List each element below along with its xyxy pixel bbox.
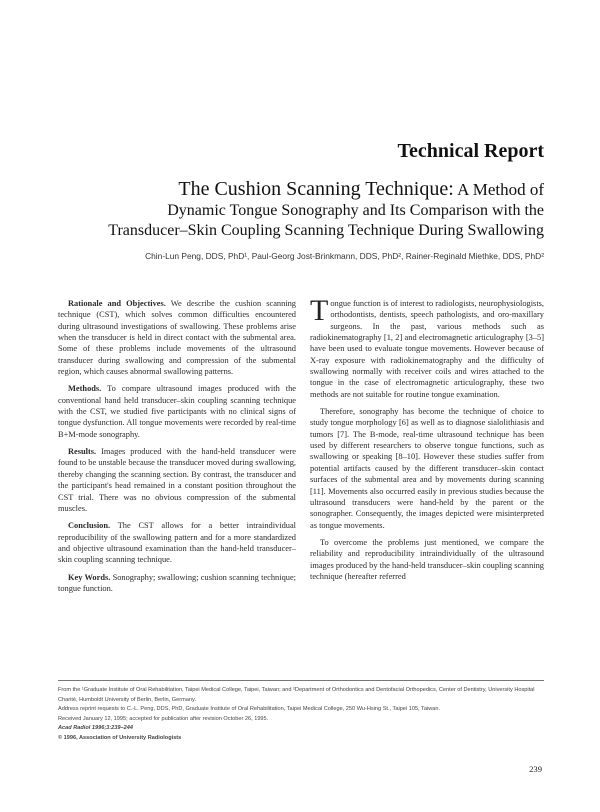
results-text: Images produced with the hand-held transducer were found to be unstable because the transducer moved during swallowing, thereby changing the scanning section. By contrast, the transducer and the participant's head remained in a constant position throughout the CST trial. There was no obvious compression of the submental muscles. <box>58 447 296 513</box>
rationale-text: We describe the cushion scanning technique (CST), which solves common difficulties encountered during ultrasound investigations of swallowing. These problems arise when the transducer is held in direct contact with the submental area. Some of these problems include movements of the ultrasound transducer during swallowing and compression of the submental region, which causes abnormal swallowing patterns. <box>58 299 296 377</box>
abstract <box>58 298 296 600</box>
keywords-text: Sonography; swallowing; cushion scanning technique; tongue function. <box>58 572 296 593</box>
section-label: Technical Report <box>397 140 544 162</box>
abstract-rationale <box>58 298 296 377</box>
results-label: Results. <box>68 447 97 457</box>
conclusion-label: Conclusion. <box>68 521 111 531</box>
body-paragraph-2: Therefore, sonography has become the technique of choice to study tongue morphology [6] as well as to diagnose sialolithiasis and tumors [7]. The B-mode, real-time ultrasound technique has been used by different researchers to observe tongue functions, such as swallowing or speaking [8–10]. However these studies suffer from potential artifacts caused by the different transducer–skin contact surfaces of the submental area and by movements during scanning [11]. Movements also occurred easily in previous studies because the ultrasound transducers were hand-held by the parent or the sonographer. Consequently, the images depicted were misinterpreted as tongue movements. <box>310 407 544 530</box>
body-paragraph-3: To overcome the problems just mentioned, we compare the reliability and reproducibility intraindividually of the ultrasound images produced by the hand-held transducer–skin coupling scanning technique (hereafter referred <box>310 537 544 581</box>
body-paragraph-1 <box>310 294 544 400</box>
title-subtitle-start: A Method of <box>453 180 544 199</box>
footnote-divider <box>58 680 544 681</box>
abstract-results <box>58 446 296 514</box>
abstract-keywords <box>58 572 296 595</box>
rationale-label: Rationale and Objectives. <box>68 299 166 308</box>
methods-label: Methods. <box>68 384 102 394</box>
copyright: © 1996, Association of University Radiologists <box>58 734 182 741</box>
body-paragraph-1-text: ongue function is of interest to radiologists, neurophysiologists, orthodontists, dentists, speech pathologists, and oro-maxillary surgeons. In the past, various methods such as radiokinematography [1, 2] and electromagnetic articulography [3–5] have been used to evaluate tongue movements. However because of X-ray exposure with radiokinematography and the difficulty of swallowing normally with receiver coils and wires attached to the tongue in the case of electromagnetic articulography, these two methods are not suitable for routine tongue examination. <box>310 299 544 399</box>
title-line-2: Dynamic Tongue Sonography and Its Comparison with the <box>167 202 544 219</box>
footnote-address: Address reprint requests to C.-L. Peng, DDS, PhD, Graduate Institute of Oral Rehabilitation, Taipei Medical College, 250 Wu-Hsing St., Taipei 105, Taiwan. <box>58 706 441 712</box>
author-list: Chin-Lun Peng, DDS, PhD¹, Paul-Georg Jost-Brinkmann, DDS, PhD², Rainer-Reginald Miethke, DDS, PhD² <box>145 251 544 261</box>
methods-text: To compare ultrasound images produced with the conventional hand held transducer–skin coupling scanning technique with the CST, we studied five participants with no clinical signs of tongue dysfunction. All tongue movements were recorded by real-time B+M-mode sonography. <box>58 384 296 439</box>
keywords-label: Key Words. <box>68 572 111 582</box>
drop-cap: T <box>310 294 329 327</box>
abstract-methods <box>58 383 296 440</box>
journal-citation: Acad Radiol 1996;3:239–244 <box>58 725 133 731</box>
title-line-3: Transducer–Skin Coupling Scanning Technique During Swallowing <box>108 222 544 239</box>
conclusion-text: The CST allows for a better intraindividual reproducibility of the swallowing pattern and for a more standardized and objective ultrasound examination than the hand-held transducer–skin coupling scanning technique. <box>58 521 296 565</box>
footnote-affiliations: From the ¹Graduate Institute of Oral Rehabilitation, Taipei Medical College, Taipei, Taiwan; and ²Department of Orthodontics and Dentofacial Orthopedics, Center of Dentistry, University Hospital Charité, Humboldt University of Berlin, Berlin, Germany. <box>58 687 535 703</box>
body-text <box>310 294 544 588</box>
footnotes <box>58 686 544 743</box>
abstract-conclusion <box>58 520 296 565</box>
footnote-received: Received January 12, 1995; accepted for publication after revision October 26, 1995. <box>58 715 269 722</box>
page-number: 239 <box>529 764 542 774</box>
article-title <box>0 178 544 241</box>
title-main: The Cushion Scanning Technique: <box>178 178 454 200</box>
